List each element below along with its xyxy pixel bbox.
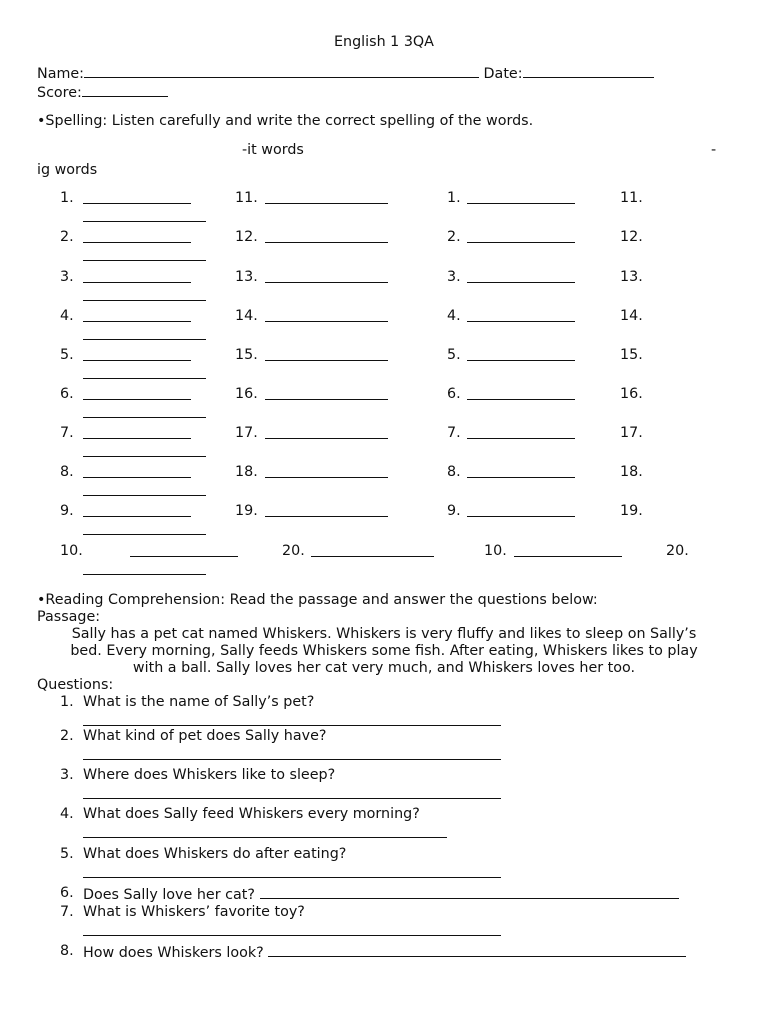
spelling-blank-line[interactable] bbox=[83, 443, 206, 457]
item-number: 2. bbox=[447, 229, 461, 245]
spelling-blank-line[interactable] bbox=[83, 365, 206, 379]
spelling-blank-line[interactable] bbox=[83, 308, 191, 322]
spelling-blank-wrapped[interactable] bbox=[83, 365, 206, 384]
spelling-blank[interactable] bbox=[467, 425, 575, 444]
answer-blank[interactable] bbox=[83, 746, 501, 760]
spelling-blank[interactable] bbox=[467, 269, 575, 288]
spelling-blank-line[interactable] bbox=[83, 247, 206, 261]
spelling-blank[interactable] bbox=[467, 190, 575, 209]
item-number: 3. bbox=[447, 269, 461, 285]
item-number: 16. bbox=[235, 386, 258, 402]
spelling-blank[interactable] bbox=[467, 308, 575, 327]
spelling-blank[interactable] bbox=[467, 347, 575, 366]
spelling-blank-line[interactable] bbox=[83, 269, 191, 283]
item-number: 8. bbox=[60, 464, 74, 480]
item-number: 13. bbox=[235, 269, 258, 285]
spelling-blank-line[interactable] bbox=[467, 464, 575, 478]
question-text: Does Sally love her cat? bbox=[83, 887, 255, 903]
spelling-blank[interactable] bbox=[83, 347, 191, 366]
spelling-blank[interactable] bbox=[83, 425, 191, 444]
spelling-blank-wrapped[interactable] bbox=[83, 521, 206, 540]
spelling-blank-line[interactable] bbox=[83, 287, 206, 301]
worksheet-title: English 1 3QA bbox=[334, 34, 434, 50]
spelling-blank-line[interactable] bbox=[83, 190, 191, 204]
item-number: 5. bbox=[447, 347, 461, 363]
ig-words-dash: - bbox=[711, 142, 717, 158]
spelling-blank[interactable] bbox=[83, 464, 191, 483]
item-number: 12. bbox=[235, 229, 258, 245]
spelling-blank-line[interactable] bbox=[83, 326, 206, 340]
item-number: 9. bbox=[60, 503, 74, 519]
item-number: 11. bbox=[235, 190, 258, 206]
question-number: 5. bbox=[60, 846, 74, 862]
spelling-blank[interactable] bbox=[311, 543, 434, 562]
spelling-blank[interactable] bbox=[467, 229, 575, 248]
item-number: 7. bbox=[447, 425, 461, 441]
spelling-blank[interactable] bbox=[514, 543, 622, 562]
item-number: 10. bbox=[484, 543, 507, 559]
spelling-blank-line[interactable] bbox=[467, 425, 575, 439]
name-blank[interactable] bbox=[84, 64, 479, 78]
spelling-blank-line[interactable] bbox=[265, 386, 388, 400]
item-number: 1. bbox=[447, 190, 461, 206]
spelling-blank-wrapped[interactable] bbox=[83, 482, 206, 501]
date-blank[interactable] bbox=[523, 64, 654, 78]
name-line bbox=[37, 64, 654, 83]
item-number: 17. bbox=[235, 425, 258, 441]
question-number: 6. bbox=[60, 885, 74, 901]
spelling-blank-line[interactable] bbox=[467, 308, 575, 322]
spelling-blank[interactable] bbox=[467, 386, 575, 405]
spelling-blank-wrapped[interactable] bbox=[83, 208, 206, 227]
item-number: 19. bbox=[620, 503, 643, 519]
item-number: 4. bbox=[60, 308, 74, 324]
spelling-blank[interactable] bbox=[83, 229, 191, 248]
spelling-blank[interactable] bbox=[83, 308, 191, 327]
item-number: 9. bbox=[447, 503, 461, 519]
passage-line: bed. Every morning, Sally feeds Whiskers some fish. After eating, Whiskers likes to play bbox=[70, 643, 698, 659]
spelling-blank-line[interactable] bbox=[83, 386, 191, 400]
answer-blank[interactable] bbox=[260, 885, 679, 899]
spelling-blank-line[interactable] bbox=[467, 503, 575, 517]
item-number: 2. bbox=[60, 229, 74, 245]
question-number: 8. bbox=[60, 943, 74, 959]
passage-line: Sally has a pet cat named Whiskers. Whiskers is very fluffy and likes to sleep on Sally’s bbox=[71, 626, 697, 642]
item-number: 10. bbox=[60, 543, 83, 559]
question-text: What is the name of Sally’s pet? bbox=[83, 694, 315, 710]
spelling-instruction: •Spelling: Listen carefully and write the correct spelling of the words. bbox=[37, 113, 534, 129]
spelling-blank-line[interactable] bbox=[265, 269, 388, 283]
spelling-blank-wrapped[interactable] bbox=[83, 443, 206, 462]
item-number: 18. bbox=[235, 464, 258, 480]
date-label: Date: bbox=[483, 66, 523, 82]
item-number: 6. bbox=[60, 386, 74, 402]
spelling-blank-line[interactable] bbox=[265, 190, 388, 204]
spelling-blank[interactable] bbox=[265, 503, 388, 522]
item-number: 5. bbox=[60, 347, 74, 363]
item-number: 3. bbox=[60, 269, 74, 285]
spelling-blank-line[interactable] bbox=[265, 464, 388, 478]
spelling-blank[interactable] bbox=[265, 347, 388, 366]
spelling-blank-line[interactable] bbox=[467, 269, 575, 283]
answer-blank[interactable] bbox=[83, 864, 501, 878]
spelling-blank[interactable] bbox=[83, 503, 191, 522]
spelling-blank-wrapped[interactable] bbox=[83, 326, 206, 345]
spelling-blank-line[interactable] bbox=[467, 347, 575, 361]
answer-blank[interactable] bbox=[83, 785, 501, 799]
item-number: 6. bbox=[447, 386, 461, 402]
score-label: Score: bbox=[37, 85, 82, 101]
item-number: 12. bbox=[620, 229, 643, 245]
answer-blank[interactable] bbox=[83, 922, 501, 936]
item-number: 16. bbox=[620, 386, 643, 402]
item-number: 18. bbox=[620, 464, 643, 480]
spelling-blank-line[interactable] bbox=[311, 543, 434, 557]
spelling-blank[interactable] bbox=[83, 386, 191, 405]
spelling-blank-line[interactable] bbox=[265, 425, 388, 439]
item-number: 8. bbox=[447, 464, 461, 480]
question-number: 7. bbox=[60, 904, 74, 920]
spelling-blank[interactable] bbox=[130, 543, 238, 562]
spelling-blank-wrapped[interactable] bbox=[83, 247, 206, 266]
passage-line: with a ball. Sally loves her cat very much, and Whiskers loves her too. bbox=[132, 660, 636, 676]
spelling-blank-line[interactable] bbox=[83, 347, 191, 361]
item-number: 7. bbox=[60, 425, 74, 441]
spelling-blank[interactable] bbox=[265, 386, 388, 405]
answer-blank[interactable] bbox=[83, 824, 447, 838]
spelling-blank-line[interactable] bbox=[83, 229, 191, 243]
spelling-blank[interactable] bbox=[265, 229, 388, 248]
spelling-blank[interactable] bbox=[467, 464, 575, 483]
item-number: 20. bbox=[666, 543, 689, 559]
spelling-blank-line[interactable] bbox=[467, 190, 575, 204]
spelling-blank[interactable] bbox=[83, 269, 191, 288]
spelling-blank-wrapped[interactable] bbox=[83, 404, 206, 423]
item-number: 15. bbox=[235, 347, 258, 363]
spelling-blank-line[interactable] bbox=[265, 308, 388, 322]
spelling-blank-line[interactable] bbox=[265, 347, 388, 361]
ig-words-label: ig words bbox=[37, 162, 98, 178]
spelling-blank-line[interactable] bbox=[514, 543, 622, 557]
item-number: 11. bbox=[620, 190, 643, 206]
answer-blank[interactable] bbox=[268, 943, 686, 957]
item-number: 14. bbox=[620, 308, 643, 324]
spelling-blank-line[interactable] bbox=[467, 229, 575, 243]
item-number: 13. bbox=[620, 269, 643, 285]
spelling-blank-line[interactable] bbox=[83, 521, 206, 535]
item-number: 4. bbox=[447, 308, 461, 324]
item-number: 15. bbox=[620, 347, 643, 363]
it-words-label: -it words bbox=[242, 142, 304, 158]
question-number: 2. bbox=[60, 728, 74, 744]
reading-instruction: •Reading Comprehension: Read the passage and answer the questions below: bbox=[37, 592, 598, 608]
question-text: What does Sally feed Whiskers every morning? bbox=[83, 806, 420, 822]
spelling-blank-wrapped[interactable] bbox=[83, 561, 206, 580]
spelling-blank-line[interactable] bbox=[83, 425, 191, 439]
question-text: What does Whiskers do after eating? bbox=[83, 846, 347, 862]
question-text: How does Whiskers look? bbox=[83, 945, 264, 961]
passage-label: Passage: bbox=[37, 609, 101, 625]
score-line bbox=[37, 83, 168, 102]
spelling-blank-line[interactable] bbox=[83, 404, 206, 418]
spelling-blank-line[interactable] bbox=[83, 208, 206, 222]
spelling-blank[interactable] bbox=[265, 464, 388, 483]
question-text: Where does Whiskers like to sleep? bbox=[83, 767, 336, 783]
spelling-blank[interactable] bbox=[83, 190, 191, 209]
spelling-blank-line[interactable] bbox=[83, 561, 206, 575]
spelling-blank-line[interactable] bbox=[83, 503, 191, 517]
spelling-blank-line[interactable] bbox=[467, 386, 575, 400]
spelling-blank[interactable] bbox=[265, 190, 388, 209]
score-blank[interactable] bbox=[82, 83, 168, 97]
question-number: 3. bbox=[60, 767, 74, 783]
question-number: 4. bbox=[60, 806, 74, 822]
question-text: What kind of pet does Sally have? bbox=[83, 728, 327, 744]
answer-blank[interactable] bbox=[83, 712, 501, 726]
item-number: 17. bbox=[620, 425, 643, 441]
spelling-blank[interactable] bbox=[265, 308, 388, 327]
spelling-blank-line[interactable] bbox=[265, 229, 388, 243]
name-label: Name: bbox=[37, 66, 84, 82]
item-number: 14. bbox=[235, 308, 258, 324]
item-number: 1. bbox=[60, 190, 74, 206]
spelling-blank[interactable] bbox=[467, 503, 575, 522]
spelling-blank-line[interactable] bbox=[130, 543, 238, 557]
spelling-blank-line[interactable] bbox=[265, 503, 388, 517]
spelling-blank-line[interactable] bbox=[83, 482, 206, 496]
spelling-blank[interactable] bbox=[265, 425, 388, 444]
spelling-blank[interactable] bbox=[265, 269, 388, 288]
question-number: 1. bbox=[60, 694, 74, 710]
questions-label: Questions: bbox=[37, 677, 114, 693]
item-number: 19. bbox=[235, 503, 258, 519]
question-text: What is Whiskers’ favorite toy? bbox=[83, 904, 305, 920]
spelling-blank-line[interactable] bbox=[83, 464, 191, 478]
spelling-blank-wrapped[interactable] bbox=[83, 287, 206, 306]
item-number: 20. bbox=[282, 543, 305, 559]
